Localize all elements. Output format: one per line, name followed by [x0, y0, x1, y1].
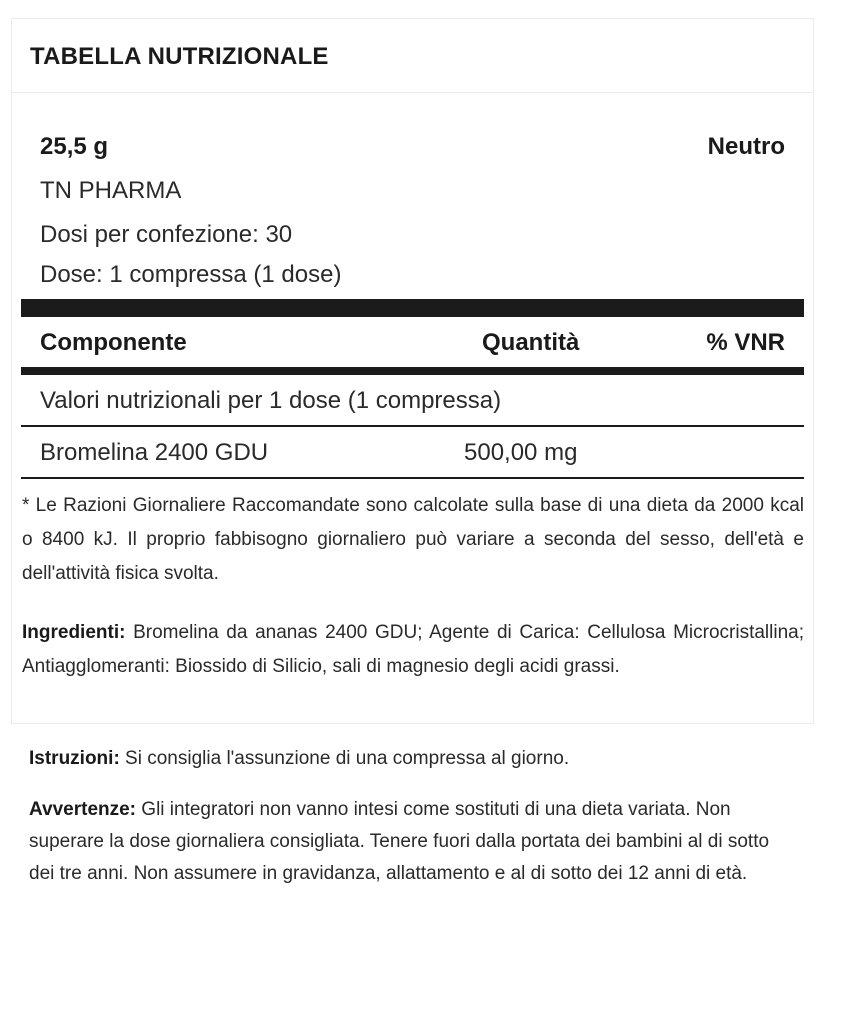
product-flavor: Neutro [707, 133, 785, 160]
product-brand: TN PHARMA [40, 177, 182, 204]
title-divider [12, 92, 813, 93]
warnings-line-2: superare la dose giornaliera consigliata. Tenere fuori dalla portata dei bambini al di sotto [29, 831, 770, 852]
warnings-text [29, 794, 797, 890]
ingredients-body: Bromelina da ananas 2400 GDU; Agente di Carica: Cellulosa Microcristallina; Antiagglomeranti: Biossido di Silicio, sali di magnesio degli acidi grassi. [22, 622, 804, 677]
serving-size: Dose: 1 compressa (1 dose) [40, 261, 342, 288]
ingredients-text [22, 616, 804, 684]
ingredients-label: Ingredienti: [22, 622, 126, 643]
product-weight: 25,5 g [40, 133, 109, 160]
warnings-line-3: dei tre anni. Non assumere in gravidanza, allattamento e al di sotto dei 12 anni di età. [29, 863, 748, 884]
servings-per-pack: Dosi per confezione: 30 [40, 221, 293, 248]
header-quantity: Quantità [482, 329, 580, 356]
table-row-quantity: 500,00 mg [464, 439, 578, 466]
header-divider-bar [21, 367, 804, 375]
warnings-line-1-text: Gli integratori non vanno intesi come sostituti di una dieta variata. Non [136, 799, 731, 820]
footnote: * Le Razioni Giornaliere Raccomandate sono calcolate sulla base di una dieta da 2000 kcal o 8400 kJ. Il proprio fabbisogno giornaliero può variare a seconda del sesso, dell'età e dell'attività fisica svolta. [22, 495, 804, 584]
warnings-line-1 [29, 794, 797, 826]
panel-title: TABELLA NUTRIZIONALE [30, 43, 329, 70]
per-dose-row: Valori nutrizionali per 1 dose (1 compressa) [40, 387, 502, 414]
row-divider [21, 477, 804, 479]
warnings-label: Avvertenze: [29, 799, 137, 820]
instructions-label: Istruzioni: [29, 748, 120, 769]
header-component: Componente [40, 329, 187, 356]
instructions-text [29, 742, 797, 776]
row-divider [21, 425, 804, 427]
header-vnr: % VNR [706, 329, 785, 356]
table-top-bar [21, 299, 804, 317]
nutrition-panel [11, 18, 814, 724]
instructions-body: Si consiglia l'assunzione di una compressa al giorno. [119, 748, 570, 769]
table-row-name: Bromelina 2400 GDU [40, 439, 269, 466]
